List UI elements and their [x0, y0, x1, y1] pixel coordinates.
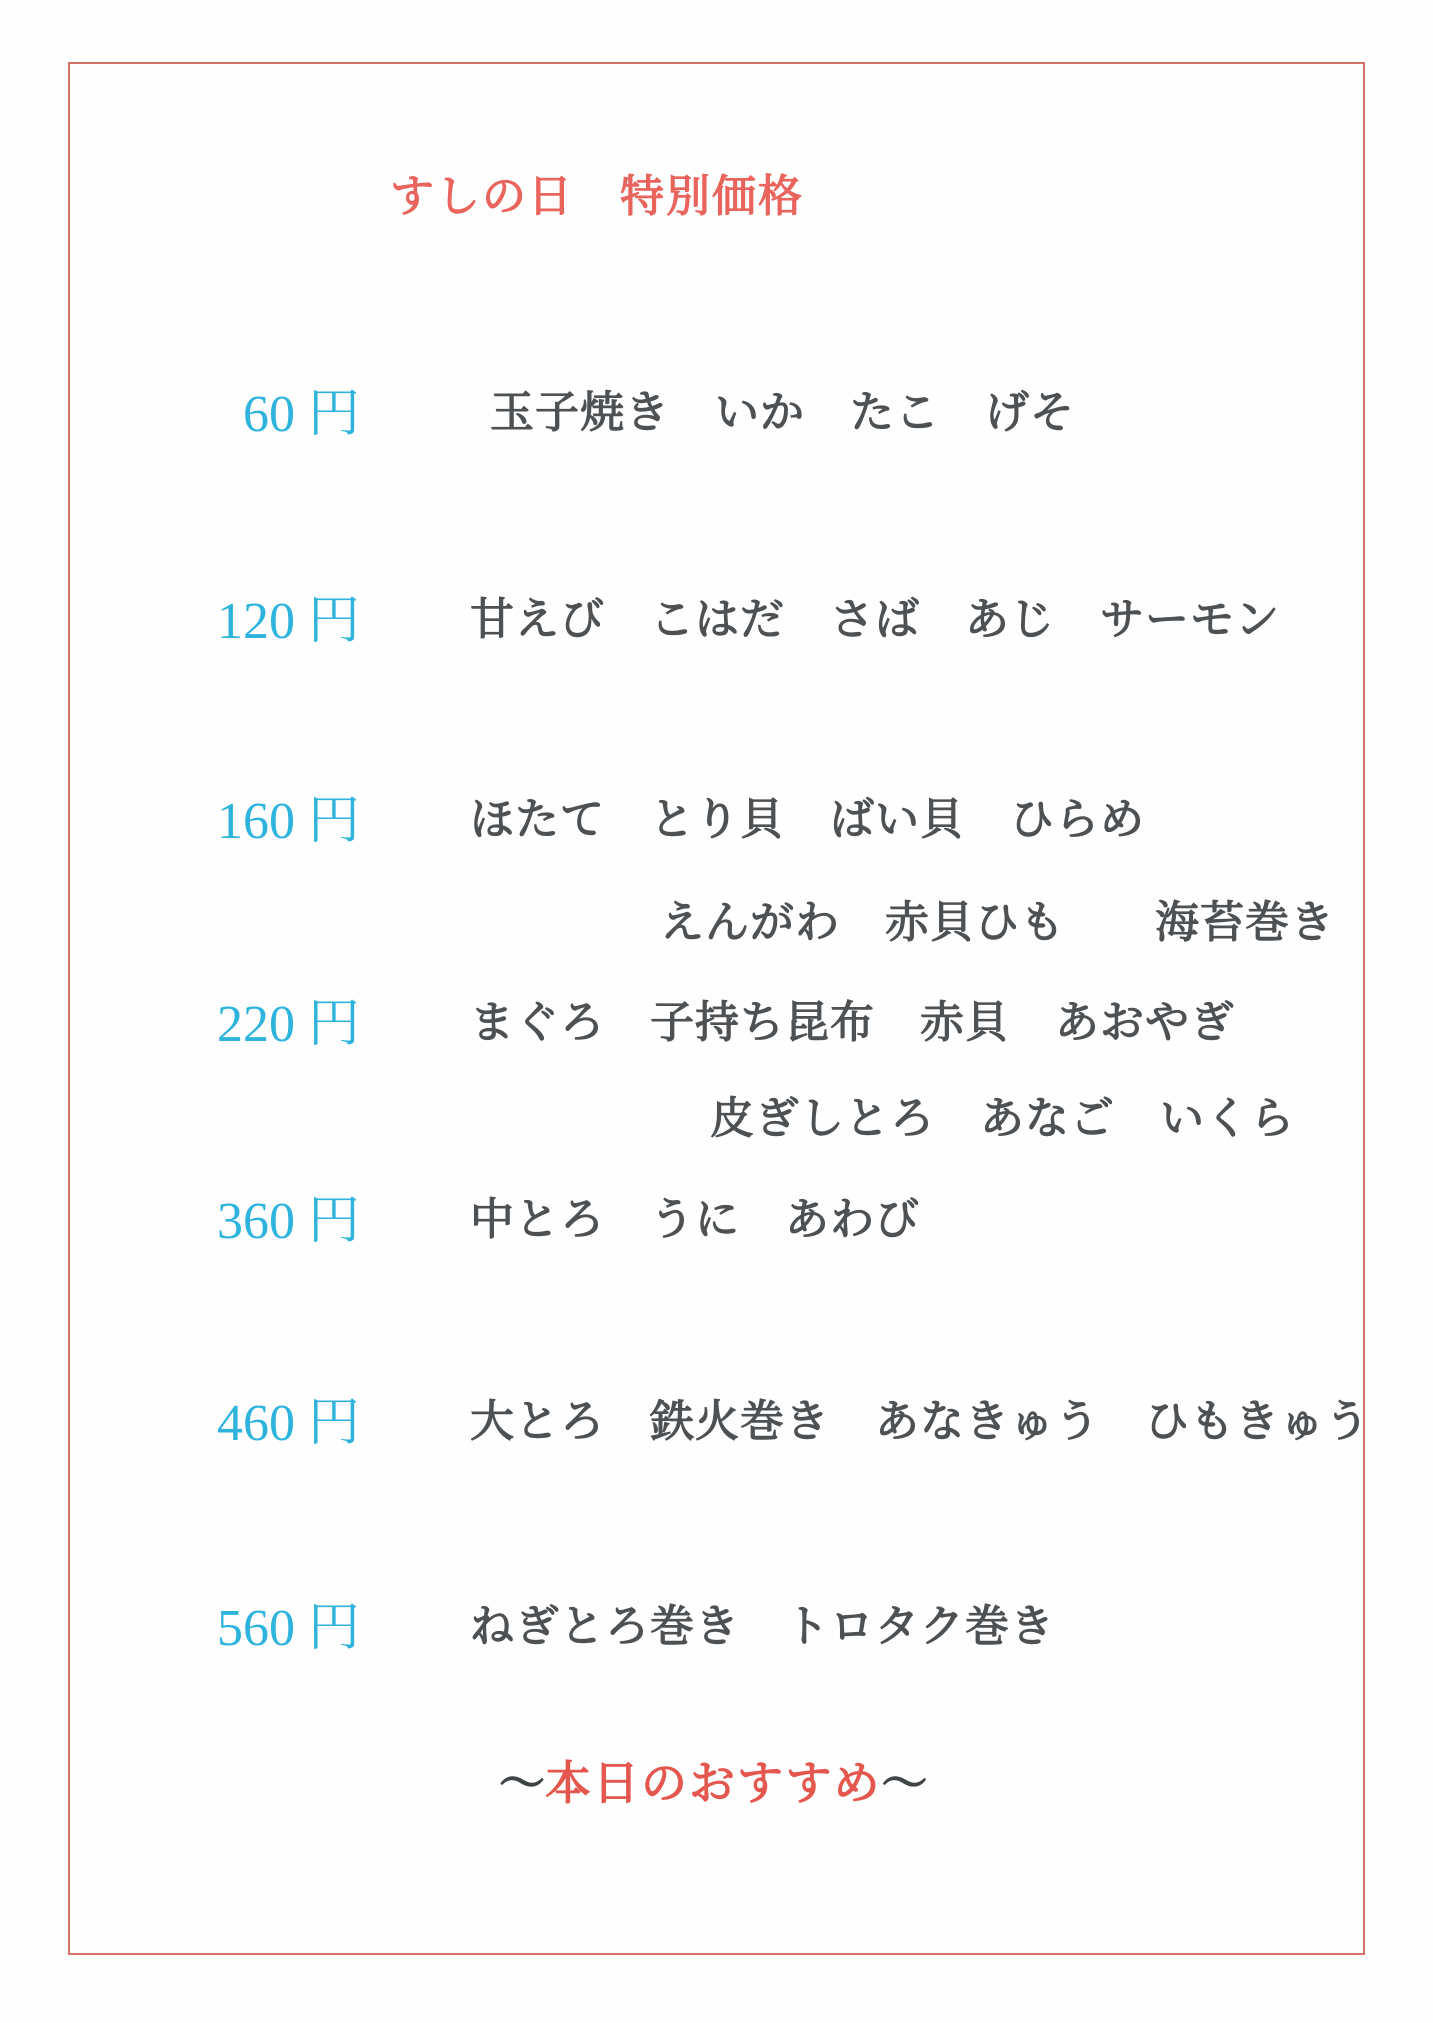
price-label: 60 円: [242, 385, 360, 443]
tilde-open: ～: [499, 1758, 545, 1809]
price-row-220: [70, 987, 1363, 1053]
items-text: 中とろ うに あわび: [470, 1195, 920, 1244]
items-text: 玉子焼き いか たこ げそ: [490, 388, 1075, 437]
price-label: 360 円: [216, 1192, 360, 1250]
price-row-360: [70, 1184, 1363, 1250]
border-frame: [68, 62, 1370, 1955]
price-row-560: [70, 1591, 1363, 1657]
tilde-close: ～: [881, 1758, 928, 1809]
items-text: 甘えび こはだ さば あじ サーモン: [470, 595, 1280, 644]
price-label: 160 円: [216, 792, 360, 850]
items-text: 大とろ 鉄火巻き あなきゅう ひもきゅう: [470, 1397, 1370, 1446]
items-text: まぐろ 子持ち昆布 赤貝 あおやぎ: [470, 998, 1235, 1047]
menu-title: すしの日 特別価格: [390, 172, 804, 221]
todays-recommendation-text: 本日のおすすめ: [545, 1758, 882, 1809]
items-text: ほたて とり貝 ばい貝 ひらめ: [470, 795, 1145, 844]
price-row-460: [70, 1386, 1370, 1452]
todays-recommendation-line: [430, 1694, 927, 1866]
price-row-60: [70, 377, 1363, 443]
price-label: 120 円: [216, 592, 360, 650]
items-text: ねぎとろ巻き トロタク巻き: [470, 1602, 1055, 1651]
items-text-continuation: 皮ぎしとろ あなご いくら: [710, 1094, 1295, 1143]
price-label: 220 円: [216, 995, 360, 1053]
items-text-continuation: えんがわ 赤貝ひも 海苔巻き: [660, 898, 1335, 947]
price-label: 560 円: [216, 1599, 360, 1657]
price-label: 460 円: [216, 1394, 360, 1452]
price-row-160: [70, 784, 1363, 850]
price-row-120: [70, 584, 1363, 650]
